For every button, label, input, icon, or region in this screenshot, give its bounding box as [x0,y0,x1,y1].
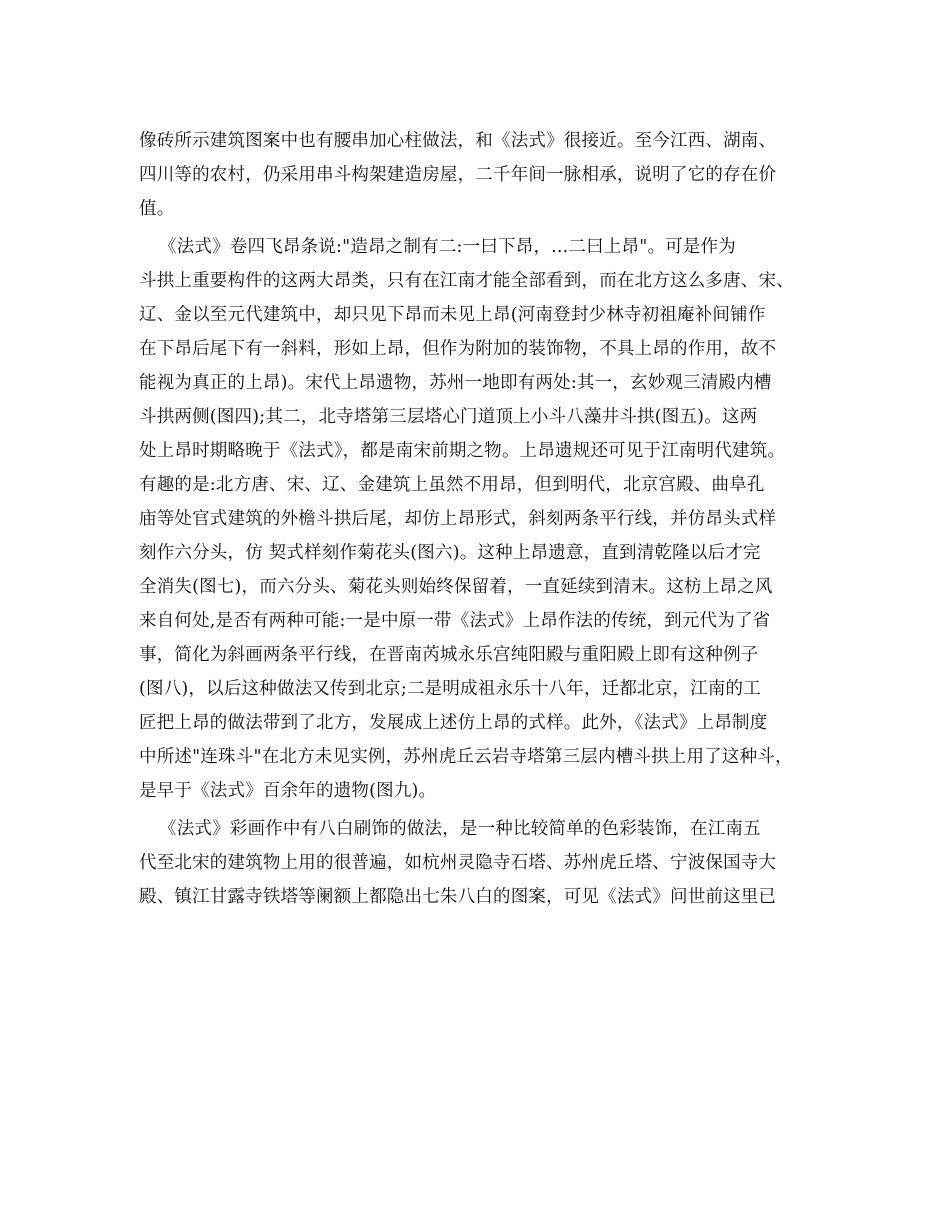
text-line: 能视为真正的上昂)。宋代上昂遗物，苏州一地即有两处:其一，玄妙观三清殿内槽 [139,373,772,393]
text-line: 来自何处,是否有两种可能:一是中原一带《法式》上昂作法的传统，到元代为了省 [139,611,771,631]
text-line: (图八)，以后这种做法又传到北京;二是明成祖永乐十八年，迁都北京，江南的工 [139,679,761,699]
text-line: 四川等的农村，仍采用串斗构架建造房屋，二千年间一脉相承，说明了它的存在价 [139,165,777,185]
text-line: 在下昂后尾下有一斜料，形如上昂，但作为附加的装饰物，不具上昂的作用，故不 [139,339,777,359]
text-line: 《法式》卷四飞昂条说:"造昂之制有二:一曰下昂，...二曰上昂"。可是作为 [159,237,736,257]
text-line: 斗拱两侧(图四);其二，北寺塔第三层塔心门道顶上小斗八藻井斗拱(图五)。这两 [139,407,758,427]
text-line: 辽、金以至元代建筑中，却只见下昂而未见上昂(河南登封少林寺初祖庵补间铺作 [139,305,766,325]
text-line: 中所述"连珠斗"在北方未见实例，苏州虎丘云岩寺塔第三层内槽斗拱上用了这种斗， [139,747,793,767]
text-line: 是早于《法式》百余年的遗物(图九)。 [139,781,437,801]
text-line: 有趣的是:北方唐、宋、辽、金建筑上虽然不用昂，但到明代，北京宫殿、曲阜孔 [139,475,765,495]
text-line: 值。 [139,199,175,219]
text-line: 刻作六分头，仿 契式样刻作菊花头(图六)。这种上昂遗意，直到清乾隆以后才完 [139,543,761,563]
text-line: 全消失(图七)，而六分头、菊花头则始终保留着，一直延续到清末。这枋上昂之风 [139,577,773,597]
text-line: 处上昂时期略晚于《法式》，都是南宋前期之物。上昂遗规还可见于江南明代建筑。 [139,441,786,461]
text-line: 匠把上昂的做法带到了北方，发展成上述仿上昂的式样。此外，《法式》上昂制度 [139,713,768,733]
text-line: 斗拱上重要构件的这两大昂类，只有在江南才能全部看到，而在北方这么多唐、宋、 [139,271,794,291]
body-text [139,124,829,914]
text-line: 殿、镇江甘露寺铁塔等阑额上都隐出七朱八白的图案，可见《法式》问世前这里已 [139,887,777,907]
text-line: 代至北宋的建筑物上用的很普遍，如杭州灵隐寺石塔、苏州虎丘塔、宁波保国寺大 [139,853,777,873]
text-line: 《法式》彩画作中有八白刷饰的做法，是一种比较简单的色彩装饰，在江南五 [159,819,761,839]
text-line: 事，简化为斜画两条平行线，在晋南芮城永乐宫纯阳殿与重阳殿上即有这种例子 [139,645,759,665]
text-line: 庙等处官式建筑的外檐斗拱后尾，却仿上昂形式，斜刻两条平行线，并仿昂头式样 [139,509,777,529]
paragraph-2 [139,230,829,808]
paragraph-3 [139,812,829,914]
paragraph-1 [139,124,829,226]
text-line: 像砖所示建筑图案中也有腰串加心柱做法，和《法式》很接近。至今江西、湖南、 [139,131,777,151]
